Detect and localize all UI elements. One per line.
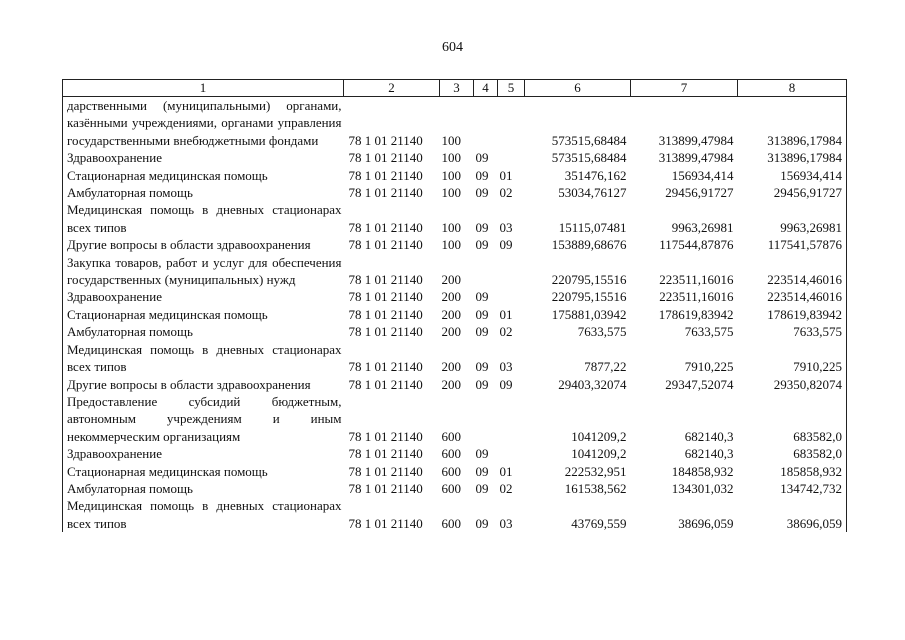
row-value-col-6: 175881,03942 (551, 306, 627, 322)
row-code: 78 1 01 21140 (348, 150, 423, 166)
row-section: 09 (475, 324, 489, 340)
table-row (63, 236, 847, 253)
row-code: 78 1 01 21140 (348, 272, 423, 288)
row-expense-type: 100 (441, 150, 461, 166)
table-row (63, 288, 847, 305)
row-value-col-8: 7910,225 (738, 341, 847, 376)
row-expense-type: 200 (441, 324, 461, 340)
table-row (63, 376, 847, 393)
row-expense-type: 600 (441, 515, 461, 531)
table-row (63, 97, 847, 150)
page-number: 604 (442, 40, 463, 55)
row-section: 09 (475, 463, 489, 479)
header-col-6: 6 (525, 80, 631, 97)
row-value-col-7: 223511,16016 (659, 289, 734, 305)
row-value-col-8: 134742,732 (738, 480, 847, 497)
row-code: 78 1 01 21140 (348, 219, 423, 235)
row-subsection: 03 (499, 515, 513, 531)
row-value-col-7: 223511,16016 (659, 272, 734, 288)
row-name: Другие вопросы в области здравоохранения (63, 236, 344, 253)
row-name: Здравоохранение (63, 288, 344, 305)
row-code: 78 1 01 21140 (348, 515, 423, 531)
row-value-col-6: 29403,32074 (558, 376, 627, 392)
row-expense-type: 100 (441, 237, 461, 253)
row-expense-type: 100 (441, 167, 461, 183)
table-row (63, 480, 847, 497)
row-code: 78 1 01 21140 (348, 306, 423, 322)
table-row (63, 201, 847, 236)
row-value-col-8: 117541,57876 (738, 236, 847, 253)
row-code: 78 1 01 21140 (348, 185, 423, 201)
table-row (63, 393, 847, 445)
row-section: 09 (475, 219, 489, 235)
table-row (63, 497, 847, 532)
row-section (474, 254, 498, 289)
row-subsection: 02 (499, 324, 513, 340)
row-section: 09 (475, 289, 489, 305)
row-subsection: 01 (499, 306, 513, 322)
row-section (474, 393, 498, 445)
row-value-col-8: 223514,46016 (738, 288, 847, 305)
row-code: 78 1 01 21140 (348, 463, 423, 479)
row-section: 09 (475, 185, 489, 201)
row-value-col-6: 7633,575 (577, 324, 627, 340)
header-col-3: 3 (440, 80, 474, 97)
table-row (63, 323, 847, 340)
row-value-col-8: 185858,932 (738, 463, 847, 480)
row-name: Другие вопросы в области здравоохранения (63, 376, 344, 393)
header-col-5: 5 (498, 80, 525, 97)
row-expense-type: 200 (441, 306, 461, 322)
row-expense-type: 600 (441, 428, 461, 444)
row-name: дарственными (муниципальными) органами, казёнными учреждениями, органами управления государственными внебюджетными фондами (63, 97, 344, 150)
row-name: Предоставление субсидий бюджетным, автономным учреждениям и иным некоммерческим организациям (63, 393, 344, 445)
row-section: 09 (475, 359, 489, 375)
row-subsection: 03 (499, 219, 513, 235)
row-value-col-7: 134301,032 (671, 480, 734, 496)
row-value-col-7: 313899,47984 (658, 132, 734, 148)
row-subsection (498, 288, 525, 305)
row-value-col-6: 573515,68484 (551, 132, 627, 148)
row-expense-type: 100 (441, 219, 461, 235)
row-code: 78 1 01 21140 (348, 237, 423, 253)
table-row (63, 254, 847, 289)
table-row (63, 341, 847, 376)
row-value-col-6: 1041209,2 (571, 446, 627, 462)
row-subsection (498, 393, 525, 445)
row-section (474, 97, 498, 150)
row-name: Медицинская помощь в дневных стационарах всех типов (63, 497, 344, 532)
table-body (63, 97, 847, 533)
row-expense-type: 200 (441, 376, 461, 392)
row-value-col-8: 313896,17984 (738, 97, 847, 150)
row-code: 78 1 01 21140 (348, 132, 423, 148)
row-value-col-8: 29350,82074 (738, 376, 847, 393)
row-value-col-6: 153889,68676 (551, 237, 627, 253)
row-subsection (498, 149, 525, 166)
row-value-col-8: 683582,0 (738, 393, 847, 445)
row-subsection: 01 (499, 167, 513, 183)
row-expense-type: 200 (441, 289, 461, 305)
row-subsection: 09 (499, 376, 513, 392)
row-value-col-6: 53034,76127 (558, 185, 627, 201)
row-name: Стационарная медицинская помощь (63, 463, 344, 480)
row-section: 09 (475, 480, 489, 496)
row-value-col-6: 43769,559 (571, 515, 627, 531)
row-code: 78 1 01 21140 (348, 359, 423, 375)
row-value-col-8: 29456,91727 (738, 184, 847, 201)
row-value-col-7: 7633,575 (684, 324, 734, 340)
row-subsection (498, 97, 525, 150)
row-name: Медицинская помощь в дневных стационарах всех типов (63, 341, 344, 376)
row-name: Закупка товаров, работ и услуг для обеспечения государственных (муниципальных) нужд (63, 254, 344, 289)
row-code: 78 1 01 21140 (348, 376, 423, 392)
row-section: 09 (475, 167, 489, 183)
row-value-col-8: 683582,0 (738, 445, 847, 462)
header-col-2: 2 (344, 80, 440, 97)
row-code: 78 1 01 21140 (348, 167, 423, 183)
row-value-col-6: 161538,562 (564, 480, 627, 496)
row-value-col-6: 573515,68484 (551, 150, 627, 166)
header-col-7: 7 (631, 80, 738, 97)
table-row (63, 306, 847, 323)
budget-table (62, 79, 847, 532)
row-value-col-7: 7910,225 (684, 359, 734, 375)
row-code: 78 1 01 21140 (348, 480, 423, 496)
row-name: Медицинская помощь в дневных стационарах всех типов (63, 201, 344, 236)
row-value-col-7: 682140,3 (684, 446, 734, 462)
row-section: 09 (475, 446, 489, 462)
row-expense-type: 100 (441, 185, 461, 201)
row-name: Стационарная медицинская помощь (63, 306, 344, 323)
row-subsection (498, 254, 525, 289)
header-col-8: 8 (738, 80, 847, 97)
row-expense-type: 200 (441, 359, 461, 375)
row-value-col-7: 178619,83942 (658, 306, 734, 322)
row-code: 78 1 01 21140 (348, 446, 423, 462)
row-expense-type: 200 (441, 272, 461, 288)
row-value-col-8: 178619,83942 (738, 306, 847, 323)
row-value-col-7: 184858,932 (671, 463, 734, 479)
row-value-col-8: 223514,46016 (738, 254, 847, 289)
row-section: 09 (475, 515, 489, 531)
row-value-col-7: 9963,26981 (671, 219, 734, 235)
row-value-col-7: 156934,414 (671, 167, 734, 183)
table-row (63, 445, 847, 462)
table-row (63, 149, 847, 166)
row-section: 09 (475, 376, 489, 392)
row-name: Амбулаторная помощь (63, 480, 344, 497)
header-col-1: 1 (63, 80, 344, 97)
row-expense-type: 100 (441, 132, 461, 148)
row-value-col-7: 313899,47984 (658, 150, 734, 166)
row-name: Стационарная медицинская помощь (63, 167, 344, 184)
row-value-col-8: 313896,17984 (738, 149, 847, 166)
table-header (63, 80, 847, 97)
row-section: 09 (475, 150, 489, 166)
row-section: 09 (475, 306, 489, 322)
row-subsection: 02 (499, 480, 513, 496)
row-name: Здравоохранение (63, 445, 344, 462)
row-value-col-6: 1041209,2 (571, 428, 627, 444)
row-code: 78 1 01 21140 (348, 428, 423, 444)
row-value-col-7: 117544,87876 (659, 237, 734, 253)
row-value-col-7: 29456,91727 (665, 185, 734, 201)
table-row (63, 167, 847, 184)
table-row (63, 463, 847, 480)
row-expense-type: 600 (441, 446, 461, 462)
row-value-col-6: 220795,15516 (551, 272, 627, 288)
row-name: Амбулаторная помощь (63, 184, 344, 201)
row-subsection (498, 445, 525, 462)
row-code: 78 1 01 21140 (348, 289, 423, 305)
row-value-col-7: 38696,059 (678, 515, 734, 531)
row-subsection: 02 (499, 185, 513, 201)
row-value-col-7: 29347,52074 (665, 376, 734, 392)
row-name: Здравоохранение (63, 149, 344, 166)
row-value-col-8: 156934,414 (738, 167, 847, 184)
row-value-col-8: 7633,575 (738, 323, 847, 340)
row-value-col-7: 682140,3 (684, 428, 734, 444)
row-code: 78 1 01 21140 (348, 324, 423, 340)
table-row (63, 184, 847, 201)
row-expense-type: 600 (441, 463, 461, 479)
row-section: 09 (475, 237, 489, 253)
row-value-col-8: 9963,26981 (738, 201, 847, 236)
row-value-col-6: 15115,07481 (558, 219, 627, 235)
header-col-4: 4 (474, 80, 498, 97)
row-value-col-6: 220795,15516 (551, 289, 627, 305)
row-value-col-8: 38696,059 (738, 497, 847, 532)
row-value-col-6: 7877,22 (584, 359, 627, 375)
row-subsection: 03 (499, 359, 513, 375)
row-value-col-6: 222532,951 (564, 463, 627, 479)
row-expense-type: 600 (441, 480, 461, 496)
row-name: Амбулаторная помощь (63, 323, 344, 340)
row-value-col-6: 351476,162 (564, 167, 627, 183)
row-subsection: 01 (499, 463, 513, 479)
row-subsection: 09 (499, 237, 513, 253)
